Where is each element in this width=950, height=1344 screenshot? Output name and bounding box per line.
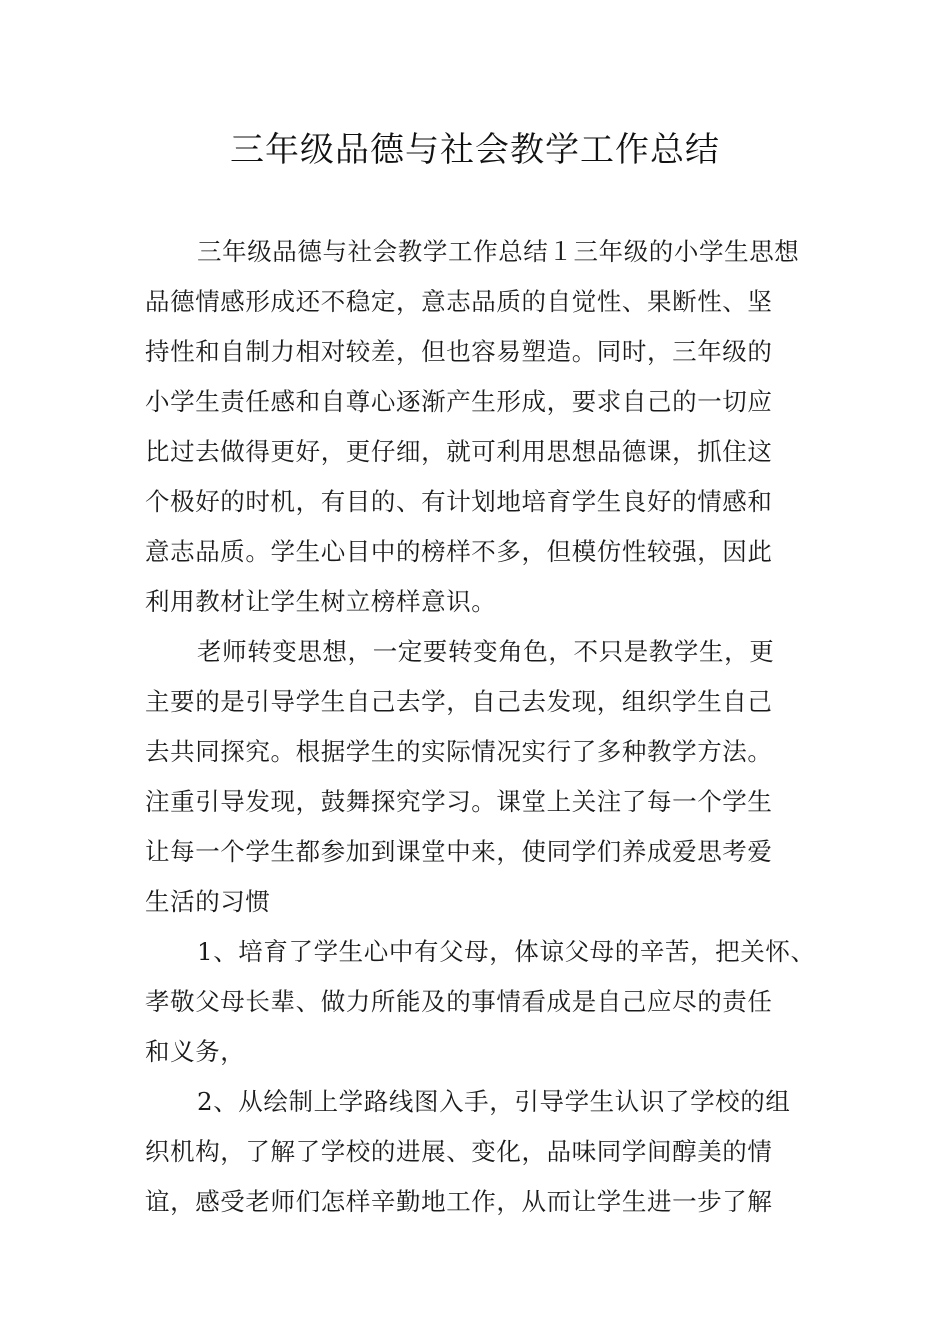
paragraph-line: 让每一个学生都参加到课堂中来，使同学们养成爱思考爱	[145, 837, 773, 866]
paragraph-line: 老师转变思想，一定要转变角色，不只是教学生，更	[197, 637, 775, 666]
paragraph-line: 持性和自制力相对较差，但也容易塑造。同时，三年级的	[145, 337, 773, 366]
paragraph-line: 主要的是引导学生自己去学，自己去发现，组织学生自己	[145, 687, 773, 716]
paragraph-line: 谊，感受老师们怎样辛勤地工作，从而让学生进一步了解	[145, 1187, 773, 1216]
paragraph-line: 意志品质。学生心目中的榜样不多，但模仿性较强，因此	[145, 537, 773, 566]
paragraph-line: 织机构，了解了学校的进展、变化，品味同学间醇美的情	[145, 1137, 773, 1166]
paragraph-line: 品德情感形成还不稳定，意志品质的自觉性、果断性、坚	[145, 287, 773, 316]
paragraph-line: 和义务，	[145, 1037, 246, 1066]
paragraph-line: 小学生责任感和自尊心逐渐产生形成，要求自己的一切应	[145, 387, 773, 416]
paragraph-line: 比过去做得更好，更仔细，就可利用思想品德课，抓住这	[145, 437, 773, 466]
document-body	[145, 227, 825, 1227]
paragraph-line: 1、培育了学生心中有父母，体谅父母的辛苦，把关怀、	[197, 937, 816, 966]
document-title: 三年级品德与社会教学工作总结	[230, 130, 720, 170]
paragraph-line: 注重引导发现，鼓舞探究学习。课堂上关注了每一个学生	[145, 787, 773, 816]
paragraph-line: 个极好的时机，有目的、有计划地培育学生良好的情感和	[145, 487, 773, 516]
paragraph-line: 2、从绘制上学路线图入手，引导学生认识了学校的组	[197, 1087, 791, 1116]
paragraph-line: 三年级品德与社会教学工作总结１三年级的小学生思想	[197, 237, 800, 266]
paragraph-line: 利用教材让学生树立榜样意识。	[145, 587, 497, 616]
paragraph-line: 生活的习惯	[145, 887, 271, 916]
paragraph-line: 去共同探究。根据学生的实际情况实行了多种教学方法。	[145, 737, 773, 766]
paragraph-line: 孝敬父母长辈、做力所能及的事情看成是自己应尽的责任	[145, 987, 773, 1016]
